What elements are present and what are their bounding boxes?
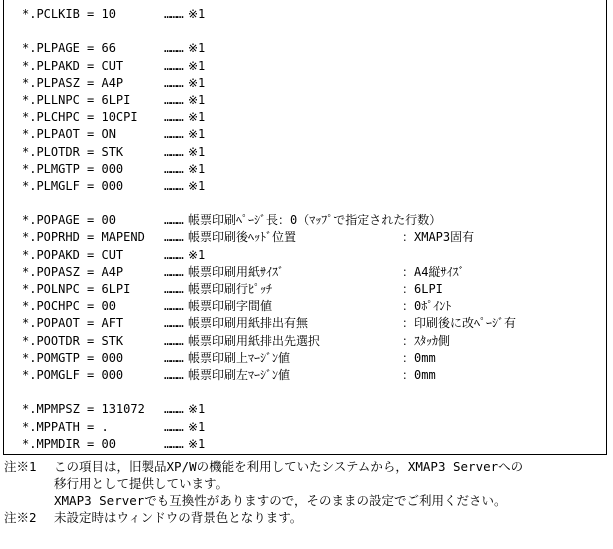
leader-dots: ……… <box>164 316 183 331</box>
setting-description: 帳票印刷用紙排出先選択 <box>188 333 321 348</box>
leader-dots: ……… <box>164 144 183 159</box>
leader-dots: ……… <box>164 75 183 90</box>
setting-key: *.PLOTDR = STK <box>22 144 124 159</box>
setting-key: *.MPPATH = . <box>22 419 109 434</box>
setting-key: *.PLPASZ = A4P <box>22 75 124 90</box>
setting-description: ※1 <box>188 75 206 90</box>
setting-value: ：ｽﾀｯｶ側 <box>402 333 451 348</box>
setting-description: ※1 <box>188 144 206 159</box>
leader-dots: ……… <box>164 110 183 125</box>
setting-key: *.PLLNPC = 6LPI <box>22 92 131 107</box>
leader-dots: ……… <box>164 7 183 21</box>
leader-dots: ……… <box>164 58 183 73</box>
setting-value: ：0mm <box>402 350 436 365</box>
leader-dots: ……… <box>164 230 183 245</box>
setting-description: ※1 <box>188 58 206 73</box>
leader-dots: ……… <box>164 92 183 107</box>
leader-dots: ……… <box>164 402 183 417</box>
setting-description: 帳票印刷左ﾏｰｼﾞﾝ値 <box>188 367 291 382</box>
setting-description: ※1 <box>188 161 206 176</box>
leader-dots: ……… <box>164 282 183 296</box>
leader-dots: ……… <box>164 161 183 176</box>
setting-description: 帳票印刷字間値 <box>188 299 273 314</box>
leader-dots: ……… <box>164 333 183 348</box>
setting-key: *.POPAGE = 00 <box>22 213 116 228</box>
footnote-label: 注※1 <box>4 459 37 474</box>
setting-key: *.POMGLF = 000 <box>22 367 124 382</box>
setting-key: *.PLCHPC = 10CPI <box>22 110 138 125</box>
footnote-label: 注※2 <box>4 510 37 525</box>
setting-value: ：XMAP3固有 <box>402 230 475 245</box>
setting-key: *.MPMPSZ = 131072 <box>22 402 145 417</box>
setting-description: ※1 <box>188 178 206 193</box>
setting-key: *.POOTDR = STK <box>22 333 124 348</box>
setting-value: ：0mm <box>402 367 436 382</box>
leader-dots: ……… <box>164 213 183 228</box>
leader-dots: ……… <box>164 247 183 262</box>
leader-dots: ……… <box>164 178 183 193</box>
settings-listing-box <box>3 0 607 455</box>
setting-key: *.POPAKD = CUT <box>22 247 124 262</box>
setting-value: ：A4縦ｻｲｽﾞ <box>402 264 465 279</box>
setting-description: 帳票印刷後ﾍｯﾄﾞ位置 <box>188 230 297 245</box>
leader-dots: ……… <box>164 419 183 434</box>
footnote-text: 移行用として提供しています。 <box>54 476 229 491</box>
setting-description: ※1 <box>188 402 206 417</box>
setting-key: *.POCHPC = 00 <box>22 299 116 314</box>
leader-dots: ……… <box>164 299 183 314</box>
setting-key: *.PLPAKD = CUT <box>22 58 124 73</box>
setting-key: *.POPASZ = A4P <box>22 264 124 279</box>
leader-dots: ……… <box>164 367 183 382</box>
setting-description: ※1 <box>188 7 206 21</box>
leader-dots: ……… <box>164 264 183 279</box>
setting-description: ※1 <box>188 436 206 451</box>
setting-description: ※1 <box>188 110 206 125</box>
setting-description: 帳票印刷用紙ｻｲｽﾞ <box>188 264 285 279</box>
setting-description: ※1 <box>188 247 206 262</box>
setting-description: 帳票印刷ﾍﾟｰｼﾞ長：0（ﾏｯﾌﾟで指定された行数） <box>188 213 442 228</box>
setting-description: ※1 <box>188 127 206 142</box>
setting-description: ※1 <box>188 419 206 434</box>
setting-description: 帳票印刷用紙排出有無 <box>188 316 309 331</box>
leader-dots: ……… <box>164 350 183 365</box>
setting-key: *.PLMGTP = 000 <box>22 161 124 176</box>
leader-dots: ……… <box>164 41 183 56</box>
leader-dots: ……… <box>164 436 183 451</box>
setting-description: ※1 <box>188 92 206 107</box>
setting-key: *.POPAOT = AFT <box>22 316 124 331</box>
setting-value: ：0ﾎﾟｲﾝﾄ <box>402 299 452 314</box>
setting-value: ：印刷後に改ﾍﾟｰｼﾞ有 <box>402 316 517 331</box>
setting-key: *.PLPAOT = ON <box>22 127 116 142</box>
setting-description: 帳票印刷上ﾏｰｼﾞﾝ値 <box>188 350 291 365</box>
setting-description: 帳票印刷行ﾋﾟｯﾁ <box>188 282 273 296</box>
setting-description: ※1 <box>188 41 206 56</box>
footnote-text: 未設定時はウィンドウの背景色となります。 <box>54 510 303 525</box>
setting-key: *.PCLKIB = 10 <box>22 7 116 21</box>
leader-dots: ……… <box>164 127 183 142</box>
footnote-text: XMAP3 Serverでも互換性がありますので，そのままの設定でご利用ください。 <box>54 493 507 508</box>
setting-key: *.MPMDIR = 00 <box>22 436 116 451</box>
setting-key: *.POPRHD = MAPEND <box>22 230 145 245</box>
setting-key: *.POLNPC = 6LPI <box>22 282 131 296</box>
setting-key: *.PLPAGE = 66 <box>22 41 116 56</box>
setting-value: ：6LPI <box>402 282 443 296</box>
setting-key: *.PLMGLF = 000 <box>22 178 124 193</box>
footnote-text: この項目は，旧製品XP/Wの機能を利用していたシステムから，XMAP3 Serverへの <box>54 459 524 474</box>
setting-key: *.POMGTP = 000 <box>22 350 124 365</box>
